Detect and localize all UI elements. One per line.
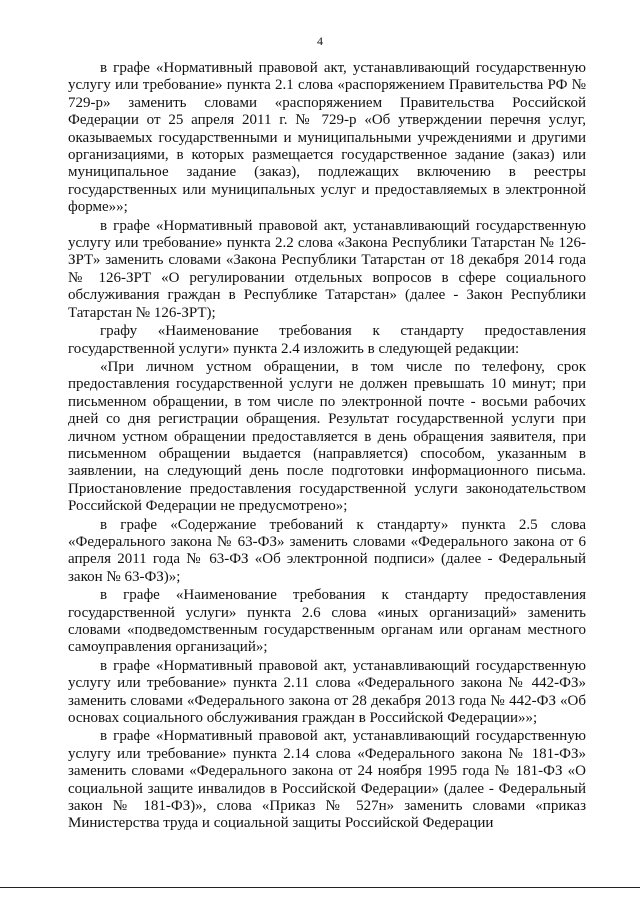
bottom-divider [0,887,640,888]
paragraph-2-11: в графе «Нормативный правовой акт, устанавливающий государственную услугу или требование» пункта 2.11 слова «Федерального закона № 442-ФЗ» заменить словами «Федерального закона от 28 декабря 2013 года № 442-ФЗ «Об основах социального обслуживания граждан в Российской Федерации»»; [68,657,586,727]
paragraph-2-4: графу «Наименование требования к стандарту предоставления государственной услуги» пункта 2.4 изложить в следующей редакции: [68,323,586,357]
paragraph-2-2: в графе «Нормативный правовой акт, устанавливающий государственную услугу или требование» пункта 2.2 слова «Закона Республики Татарстан № 126-ЗРТ» заменить словами «Закона Республики Татарстан от 18 декабря 2014 года № 126-ЗРТ «О регулировании отдельных вопросов в сфере социального обслуживания граждан в Республике Татарстан» (далее - Закон Республики Татарстан № 126-ЗРТ); [68,217,586,321]
document-body [68,60,586,833]
paragraph-2-4-text: «При личном устном обращении, в том числе по телефону, срок предоставления государственной услуги не должен превышать 10 минут; при письменном обращении, в том числе по электронной почте - восьми рабочих дней со дня регистрации обращения. Результат государственной услуги при личном устном обращении предоставляется в день обращения заявителя, при письменном обращении выдается (направляется) способом, указанным в заявлении, на следующий день после подготовки информационного письма. Приостановление предоставления государственной услуги законодательством Российской Федерации не предусмотрено»; [68,358,586,515]
page-number: 4 [317,34,323,48]
paragraph-2-14: в графе «Нормативный правовой акт, устанавливающий государственную услугу или требование» пункта 2.14 слова «Федерального закона № 181-ФЗ» заменить словами «Федерального закона от 24 ноября 1995 года № 181-ФЗ «О социальной защите инвалидов в Российской Федерации» (далее - Федеральный закон № 181-ФЗ)», слова «Приказ № 527н» заменить словами «приказ Министерства труда и социальной защиты Российской Федерации [68,728,586,832]
paragraph-2-1: в графе «Нормативный правовой акт, устанавливающий государственную услугу или требование» пункта 2.1 слова «распоряжением Правительства РФ № 729-р» заменить словами «распоряжением Правительства Российской Федерации от 25 апреля 2011 г. № 729-р «Об утверждении перечня услуг, оказываемых государственными и муниципальными учреждениями и другими организациями, в которых размещается государственное задание (заказ) или муниципальное задание (заказ), подлежащих включению в реестры государственных или муниципальных услуг и предоставляемых в электронной форме»»; [68,60,586,216]
paragraph-2-6: в графе «Наименование требования к стандарту предоставления государственной услуги» пункта 2.6 слова «иных организаций» заменить словами «подведомственным государственным органам или органам местного самоуправления организаций»; [68,587,586,656]
paragraph-2-5: в графе «Содержание требований к стандарту» пункта 2.5 слова «Федерального закона № 63-ФЗ» заменить словами «Федерального закона от 6 апреля 2011 года № 63-ФЗ «Об электронной подписи» (далее - Федеральный закон № 63-ФЗ)»; [68,516,586,585]
